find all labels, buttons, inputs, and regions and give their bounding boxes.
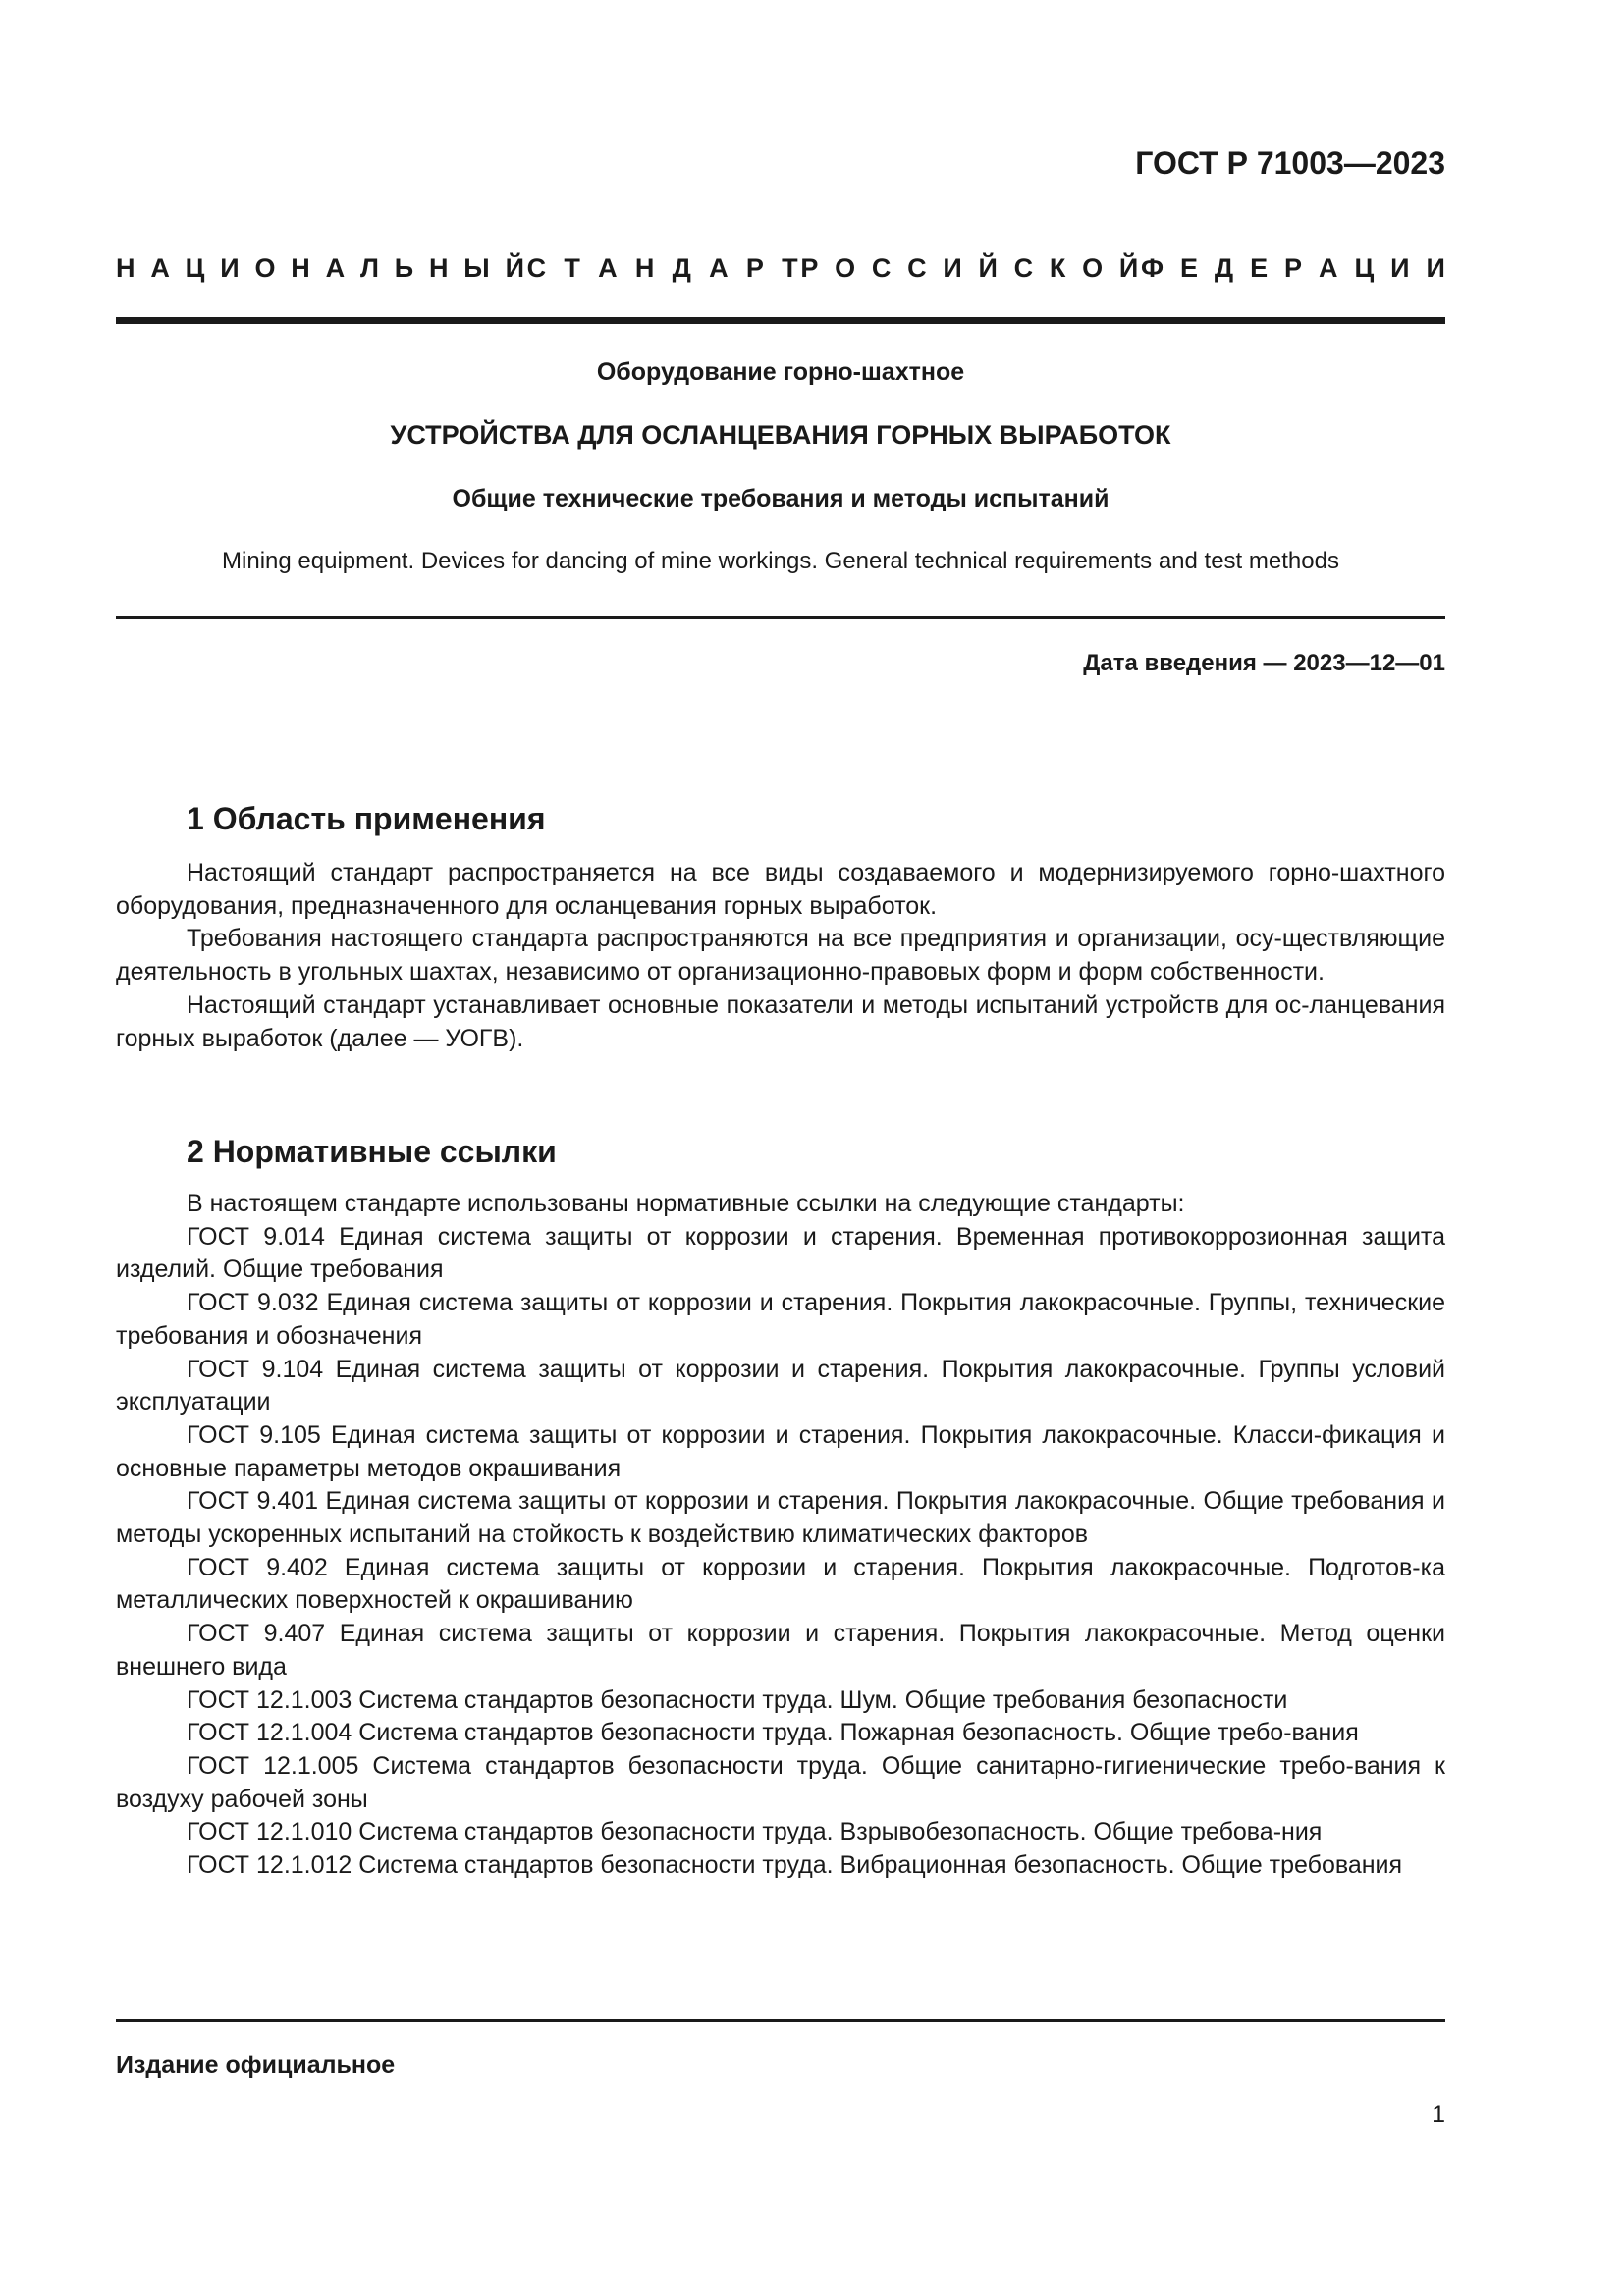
- reference-item: ГОСТ 9.104 Единая система защиты от коррозии и старения. Покрытия лакокрасочные. Группы условий эксплуатации: [116, 1355, 1445, 1416]
- reference-item: ГОСТ 9.401 Единая система защиты от коррозии и старения. Покрытия лакокрасочные. Общие требования и методы ускоренных испытаний на стойкость к воздействию климатических факторов: [116, 1487, 1445, 1549]
- footer-divider: [116, 2019, 1445, 2022]
- reference-item: ГОСТ 9.032 Единая система защиты от коррозии и старения. Покрытия лакокрасочные. Группы, технические требования и обозначения: [116, 1289, 1445, 1350]
- official-edition-label: Издание официальное: [116, 2052, 396, 2079]
- reference-item: ГОСТ 9.105 Единая система защиты от коррозии и старения. Покрытия лакокрасочные. Класси-фикация и основные параметры методов окрашивания: [116, 1420, 1445, 1482]
- document-code: ГОСТ Р 71003—2023: [1135, 145, 1445, 181]
- title-english: Mining equipment. Devices for dancing of mine workings. General technical requirements and test methods: [222, 548, 1339, 574]
- paragraph: Требования настоящего стандарта распространяются на все предприятия и организации, осу-ществляющие деятельность в угольных шахтах, независимо от организационно-правовых форм и форм собственности.: [116, 925, 1445, 987]
- reference-item: ГОСТ 12.1.004 Система стандартов безопасности труда. Пожарная безопасность. Общие требо-вания: [187, 1719, 1359, 1747]
- banner-word: Н А Ц И О Н А Л Ь Н Ы Й: [116, 253, 524, 283]
- banner-word: Р О С С И Й С К О Й: [800, 253, 1139, 283]
- paragraph: В настоящем стандарте использованы нормативные ссылки на следующие стандарты:: [187, 1190, 1185, 1217]
- reference-item: ГОСТ 12.1.012 Система стандартов безопасности труда. Вибрационная безопасность. Общие требования: [187, 1851, 1403, 1880]
- section-heading: 1 Область применения: [187, 801, 546, 836]
- paragraph: Настоящий стандарт распространяется на все виды создаваемого и модернизируемого горно-шахтного оборудования, предназначенного для осланцевания горных выработок.: [116, 859, 1445, 920]
- national-standard-banner: [116, 253, 1445, 289]
- banner-word: Ф Е Д Е Р А Ц И И: [1140, 253, 1445, 283]
- reference-item: ГОСТ 9.402 Единая система защиты от коррозии и старения. Покрытия лакокрасочные. Подготов-ка металлических поверхностей к окрашиванию: [116, 1553, 1445, 1615]
- section-1-body: [116, 857, 1445, 1055]
- title-category: Оборудование горно-шахтное: [596, 358, 965, 386]
- page-number: 1: [1432, 2101, 1445, 2128]
- section-heading: 2 Нормативные ссылки: [187, 1134, 557, 1169]
- reference-item: ГОСТ 12.1.003 Система стандартов безопасности труда. Шум. Общие требования безопасности: [187, 1685, 1288, 1714]
- title-divider: [116, 616, 1445, 619]
- banner-word: С Т А Н Д А Р Т: [526, 253, 798, 283]
- title-main: УСТРОЙСТВА ДЛЯ ОСЛАНЦЕВАНИЯ ГОРНЫХ ВЫРАБОТОК: [390, 420, 1171, 450]
- reference-item: ГОСТ 12.1.005 Система стандартов безопасности труда. Общие санитарно-гигиенические требо-вания к воздуху рабочей зоны: [116, 1751, 1445, 1813]
- section-2-body: [116, 1188, 1445, 1883]
- introduction-date: Дата введения — 2023—12—01: [1083, 650, 1445, 676]
- reference-item: ГОСТ 12.1.010 Система стандартов безопасности труда. Взрывобезопасность. Общие требова-ния: [187, 1818, 1323, 1846]
- header-divider: [116, 317, 1445, 324]
- title-subtitle: Общие технические требования и методы испытаний: [452, 485, 1110, 512]
- paragraph: Настоящий стандарт устанавливает основные показатели и методы испытаний устройств для ос-ланцевания горных выработок (далее — УОГВ).: [116, 990, 1445, 1052]
- reference-item: ГОСТ 9.407 Единая система защиты от коррозии и старения. Покрытия лакокрасочные. Метод оценки внешнего вида: [116, 1620, 1445, 1681]
- reference-item: ГОСТ 9.014 Единая система защиты от коррозии и старения. Временная противокоррозионная защита изделий. Общие требования: [116, 1222, 1445, 1284]
